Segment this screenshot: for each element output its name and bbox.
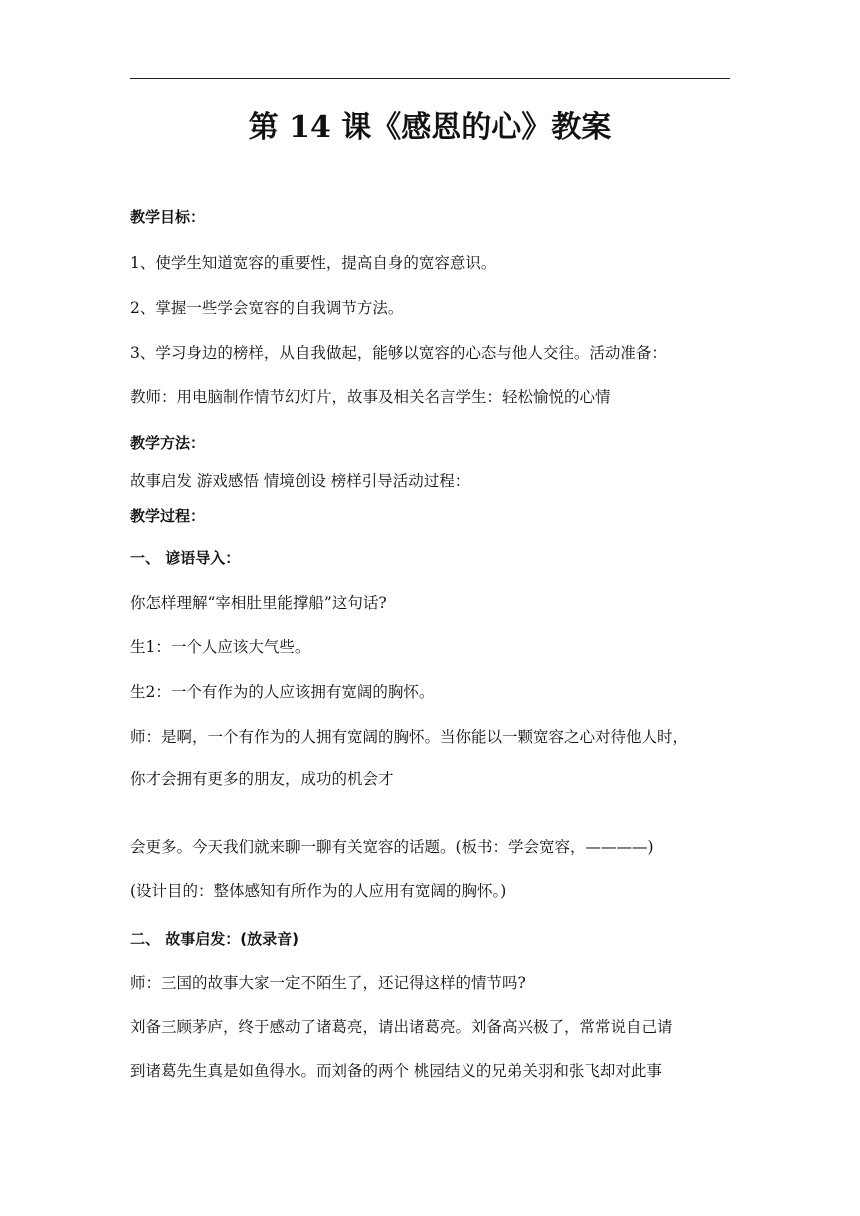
paragraph-line: 到诸葛先生真是如鱼得水。而刘备的两个 桃园结义的兄弟关羽和张飞却对此事 (130, 1062, 662, 1080)
paragraph-line: 教师：用电脑制作情节幻灯片，故事及相关名言学生：轻松愉悦的心情 (130, 388, 611, 406)
paragraph-line: 生1：一个人应该大气些。 (130, 638, 311, 656)
paragraph-line: 会更多。今天我们就来聊一聊有关宽容的话题。(板书：学会宽容，————) (130, 838, 654, 856)
paragraph-line: 你才会拥有更多的朋友，成功的机会才 (130, 770, 394, 788)
section-heading-objectives: 教学目标： (130, 208, 206, 226)
header-rule (130, 78, 730, 79)
paragraph-line: (设计目的：整体感知有所作为的人应用有宽阔的胸怀。) (130, 882, 507, 900)
paragraph-line: 3、学习身边的榜样，从自我做起，能够以宽容的心态与他人交往。活动准备： (130, 344, 667, 362)
paragraph-line: 1、使学生知道宽容的重要性，提高自身的宽容意识。 (130, 254, 497, 272)
paragraph-line: 你怎样理解“宰相肚里能撑船”这句话? (130, 594, 387, 612)
section-heading-process: 教学过程： (130, 507, 206, 525)
paragraph-line: 生2：一个有作为的人应该拥有宽阔的胸怀。 (130, 683, 435, 701)
section-heading-methods: 教学方法： (130, 434, 206, 452)
paragraph-line: 师：是啊，一个有作为的人拥有宽阔的胸怀。当你能以一颗宽容之心对待他人时， (130, 728, 689, 746)
paragraph-line: 故事启发 游戏感悟 情境创设 榜样引导活动过程： (130, 472, 471, 490)
paragraph-line: 2、掌握一些学会宽容的自我调节方法。 (130, 299, 404, 317)
document-title: 第 14 课《感恩的心》教案 (248, 110, 612, 145)
section-heading-story: 二、 故事启发：(放录音) (130, 930, 299, 948)
paragraph-line: 师：三国的故事大家一定不陌生了，还记得这样的情节吗? (130, 974, 526, 992)
section-heading-proverb: 一、 谚语导入： (130, 549, 241, 567)
paragraph-line: 刘备三顾茅庐，终于感动了诸葛亮，请出诸葛亮。刘备高兴极了，常常说自己请 (130, 1018, 673, 1036)
